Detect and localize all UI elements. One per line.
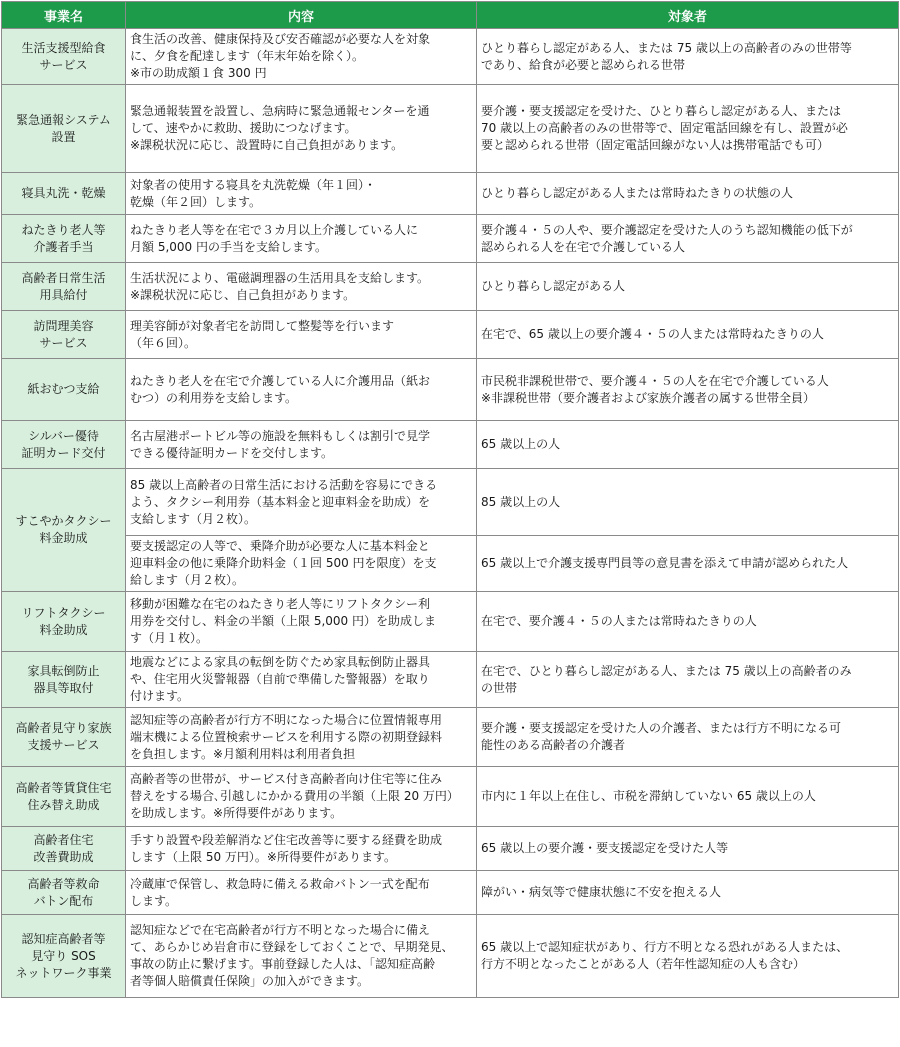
content-line: に、夕食を配達します（年末年始を除く）。 bbox=[130, 49, 365, 63]
target-line: 65 歳以上で認知症状があり、行方不明となる恐れがある人または、 bbox=[481, 940, 849, 954]
content-line: 移動が困難な在宅のねたきり老人等にリフトタクシー利 bbox=[130, 597, 431, 611]
service-name-cell bbox=[2, 29, 126, 85]
target-line: 65 歳以上の要介護・要支援認定を受けた人等 bbox=[481, 841, 729, 855]
content-line: 食生活の改善、健康保持及び安否確認が必要な人を対象 bbox=[130, 32, 431, 46]
table-row bbox=[2, 915, 899, 998]
content-line: を負担します。※月額利用料は利用者負担 bbox=[130, 746, 356, 761]
header-row bbox=[2, 2, 899, 29]
service-name-line: 器具等取付 bbox=[33, 680, 94, 695]
content-cell bbox=[126, 871, 477, 915]
content-line: できる優待証明カードを交付します。 bbox=[130, 445, 334, 460]
service-name-line: 改善費助成 bbox=[33, 849, 94, 864]
table-row bbox=[2, 767, 899, 827]
service-name-cell bbox=[2, 871, 126, 915]
content-line: して、速やかに救助、援助につなげます。 bbox=[130, 121, 357, 135]
content-line: す（月１枚）。 bbox=[130, 631, 209, 645]
service-name-line: ネットワーク事業 bbox=[15, 965, 112, 980]
service-name-line: バトン配布 bbox=[33, 893, 94, 908]
table-row bbox=[2, 708, 899, 767]
service-name-cell bbox=[2, 592, 126, 652]
service-name-cell bbox=[2, 915, 126, 998]
content-line: ※課税状況に応じ、自己負担があります。 bbox=[130, 287, 356, 302]
content-line: むつ）の利用券を支給します。 bbox=[130, 390, 298, 405]
content-line: 付けます。 bbox=[130, 689, 190, 703]
target-cell bbox=[477, 708, 899, 767]
service-name-line: 証明カード交付 bbox=[21, 445, 106, 460]
service-name-line: 緊急通報システム bbox=[16, 112, 111, 127]
header-service-name: 事業名 bbox=[2, 2, 126, 29]
target-line: ※非課税世帯（要介護者および家族介護者の属する世帯全員） bbox=[481, 390, 816, 405]
target-cell bbox=[477, 85, 899, 173]
content-line: 用券を交付し、料金の半額（上限 5,000 円）を助成しま bbox=[130, 614, 436, 628]
table-row bbox=[2, 215, 899, 263]
content-line: て、あらかじめ岩倉市に登録をしておくことで、早期発見、 bbox=[130, 940, 454, 954]
target-cell bbox=[477, 827, 899, 871]
content-cell bbox=[126, 708, 477, 767]
content-cell bbox=[126, 263, 477, 311]
content-line: 対象者の使用する寝具を丸洗乾燥（年１回）・ bbox=[130, 177, 377, 192]
target-cell bbox=[477, 263, 899, 311]
content-cell bbox=[126, 592, 477, 652]
content-line: 月額 5,000 円の手当を支給します。 bbox=[130, 239, 328, 254]
service-name-cell bbox=[2, 215, 126, 263]
content-cell bbox=[126, 767, 477, 827]
content-cell bbox=[126, 652, 477, 708]
service-name-cell bbox=[2, 708, 126, 767]
target-cell bbox=[477, 359, 899, 421]
content-line: ねたきり老人等を在宅で３カ月以上介護している人に bbox=[130, 222, 419, 237]
service-name-line: 料金助成 bbox=[39, 622, 88, 637]
service-name-line: 紙おむつ支給 bbox=[27, 382, 100, 396]
table-row bbox=[2, 536, 899, 592]
table-row bbox=[2, 871, 899, 915]
content-line: 乾燥（年２回）します。 bbox=[130, 194, 262, 209]
content-line: 給します（月２枚）。 bbox=[130, 573, 245, 587]
services-table bbox=[1, 1, 899, 998]
content-cell bbox=[126, 215, 477, 263]
service-name-cell bbox=[2, 173, 126, 215]
content-line: 高齢者等の世帯が、サービス付き高齢者向け住宅等に住み bbox=[130, 772, 443, 786]
target-cell bbox=[477, 536, 899, 592]
target-line: 要介護・要支援認定を受けた、ひとり暮らし認定がある人、または bbox=[481, 104, 842, 118]
table-row bbox=[2, 173, 899, 215]
target-cell bbox=[477, 215, 899, 263]
target-line: ひとり暮らし認定がある人、または 75 歳以上の高齢者のみの世帯等 bbox=[481, 40, 852, 55]
target-line: 85 歳以上の人 bbox=[481, 494, 561, 509]
service-name-cell bbox=[2, 652, 126, 708]
target-cell bbox=[477, 29, 899, 85]
service-name-cell bbox=[2, 827, 126, 871]
service-name-line: 見守り SOS bbox=[31, 948, 96, 963]
content-line: （年６回）。 bbox=[130, 335, 197, 350]
service-name-line: 料金助成 bbox=[39, 531, 88, 545]
target-line: 障がい・病気等で健康状態に不安を抱える人 bbox=[481, 885, 722, 899]
target-line: 市内に１年以上在住し、市税を滞納していない 65 歳以上の人 bbox=[481, 789, 816, 803]
content-cell bbox=[126, 536, 477, 592]
service-name-line: 住み替え助成 bbox=[27, 797, 100, 812]
target-cell bbox=[477, 652, 899, 708]
content-line: 85 歳以上高齢者の日常生活における活動を容易にできる bbox=[130, 477, 438, 492]
target-line: 65 歳以上で介護支援専門員等の意見書を添えて申請が認められた人 bbox=[481, 556, 849, 570]
table-row bbox=[2, 85, 899, 173]
table-row bbox=[2, 311, 899, 359]
service-name-line: 介護者手当 bbox=[33, 239, 94, 254]
target-cell bbox=[477, 311, 899, 359]
content-line: 認知症などで在宅高齢者が行方不明となった場合に備え bbox=[130, 923, 431, 937]
target-line: 要と認められる世帯（固定電話回線がない人は携帯電話でも可） bbox=[481, 138, 830, 152]
table-row bbox=[2, 469, 899, 536]
table-row bbox=[2, 421, 899, 469]
content-cell bbox=[126, 85, 477, 173]
content-cell bbox=[126, 469, 477, 536]
content-line: 冷蔵庫で保管し、救急時に備える救命バトン一式を配布 bbox=[130, 876, 430, 891]
target-line: ひとり暮らし認定がある人または常時ねたきりの状態の人 bbox=[481, 186, 794, 200]
target-cell bbox=[477, 915, 899, 998]
content-line: 支給します（月２枚）。 bbox=[130, 511, 257, 526]
content-cell bbox=[126, 173, 477, 215]
content-line: 迎車料金の他に乗降介助料金（１回 500 円を限度）を支 bbox=[130, 556, 437, 570]
service-name-line: 高齢者等救命 bbox=[27, 876, 100, 891]
service-name-line: 認知症高齢者等 bbox=[21, 931, 106, 946]
service-name-line: シルバー優待 bbox=[28, 428, 99, 443]
content-line: ※市の助成額１食 300 円 bbox=[130, 66, 267, 80]
content-cell bbox=[126, 29, 477, 85]
content-line: 理美容師が対象者宅を訪問して整髪等を行います bbox=[130, 318, 395, 333]
target-line: であり、給食が必要と認められる世帯 bbox=[481, 57, 686, 72]
content-line: ねたきり老人を在宅で介護している人に介護用品（紙お bbox=[130, 373, 431, 388]
content-cell bbox=[126, 359, 477, 421]
content-cell bbox=[126, 311, 477, 359]
target-line: ひとり暮らし認定がある人 bbox=[481, 279, 626, 293]
target-cell bbox=[477, 871, 899, 915]
target-line: 認められる人を在宅で介護している人 bbox=[481, 239, 686, 254]
target-line: 在宅で、65 歳以上の要介護４・５の人または常時ねたきりの人 bbox=[481, 327, 824, 341]
content-line: 地震などによる家具の転倒を防ぐため家具転倒防止器具 bbox=[130, 655, 431, 669]
header-target: 対象者 bbox=[477, 2, 899, 29]
content-line: 緊急通報装置を設置し、急病時に緊急通報センターを通 bbox=[130, 104, 430, 118]
table-body bbox=[2, 29, 899, 998]
target-cell bbox=[477, 767, 899, 827]
table-row bbox=[2, 592, 899, 652]
service-name-cell bbox=[2, 311, 126, 359]
table-row bbox=[2, 359, 899, 421]
target-line: 要介護４・５の人や、要介護認定を受けた人のうち認知機能の低下が bbox=[481, 222, 853, 237]
content-line: 要支援認定の人等で、乗降介助が必要な人に基本料金と bbox=[130, 539, 430, 553]
service-name-line: 寝具丸洗・乾燥 bbox=[21, 186, 106, 200]
target-cell bbox=[477, 421, 899, 469]
service-name-line: 生活支援型給食 bbox=[21, 40, 106, 55]
service-name-line: ねたきり老人等 bbox=[21, 222, 106, 237]
content-cell bbox=[126, 915, 477, 998]
content-line: 認知症等の高齢者が行方不明になった場合に位置情報専用 bbox=[130, 712, 443, 727]
service-name-cell bbox=[2, 469, 126, 592]
target-line: 能性のある高齢者の介護者 bbox=[481, 738, 626, 752]
target-line: 市民税非課税世帯で、要介護４・５の人を在宅で介護している人 bbox=[481, 373, 829, 388]
content-line: 事故の防止に繋げます。事前登録した人は、「認知症高齢 bbox=[130, 957, 436, 971]
content-line: 者等個人賠償責任保険」の加入ができます。 bbox=[130, 974, 370, 988]
target-cell bbox=[477, 173, 899, 215]
service-name-line: 家具転倒防止 bbox=[27, 663, 100, 678]
content-line: ※課税状況に応じ、設置時に自己負担があります。 bbox=[130, 138, 404, 152]
service-name-cell bbox=[2, 85, 126, 173]
service-name-line: 高齢者日常生活 bbox=[21, 270, 106, 285]
service-name-line: 高齢者等賃貸住宅 bbox=[15, 780, 112, 795]
content-line: します（上限 50 万円）。※所得要件があります。 bbox=[130, 849, 396, 864]
target-line: 在宅で、要介護４・５の人または常時ねたきりの人 bbox=[481, 614, 757, 628]
content-line: 替えをする場合､引越しにかかる費用の半額（上限 20 万円） bbox=[130, 789, 459, 803]
content-cell bbox=[126, 421, 477, 469]
table-row bbox=[2, 827, 899, 871]
service-name-cell bbox=[2, 421, 126, 469]
service-name-line: 支援サービス bbox=[27, 738, 100, 752]
content-line: よう、タクシー利用券（基本料金と迎車料金を助成）を bbox=[130, 494, 431, 509]
service-name-line: サービス bbox=[39, 335, 88, 350]
table-row bbox=[2, 29, 899, 85]
target-line: 行方不明となったことがある人（若年性認知症の人も含む） bbox=[481, 957, 806, 971]
target-cell bbox=[477, 469, 899, 536]
table-row bbox=[2, 263, 899, 311]
content-line: 生活状況により、電磁調理器の生活用具を支給します。 bbox=[130, 270, 430, 285]
service-name-cell bbox=[2, 263, 126, 311]
content-line: や、住宅用火災警報器（自前で準備した警報器）を取り bbox=[130, 672, 430, 686]
service-name-line: 訪問理美容 bbox=[33, 318, 94, 333]
service-name-line: 高齢者見守り家族 bbox=[15, 721, 112, 735]
content-line: します。 bbox=[130, 893, 178, 908]
target-line: 要介護・要支援認定を受けた人の介護者、または行方不明になる可 bbox=[481, 721, 842, 735]
service-name-cell bbox=[2, 767, 126, 827]
service-name-line: 用具給付 bbox=[39, 287, 88, 302]
content-line: 端末機による位置検索サービスを利用する際の初期登録料 bbox=[130, 729, 443, 744]
service-name-line: サービス bbox=[39, 57, 88, 72]
target-line: 在宅で、ひとり暮らし認定がある人、または 75 歳以上の高齢者のみ bbox=[481, 663, 852, 678]
target-line: の世帯 bbox=[481, 680, 518, 695]
service-name-line: 高齢者住宅 bbox=[33, 832, 94, 847]
target-line: 70 歳以上の高齢者のみの世帯等で、固定電話回線を有し、設置が必 bbox=[481, 121, 848, 135]
content-line: 名古屋港ポートビル等の施設を無料もしくは割引で見学 bbox=[130, 428, 431, 443]
service-name-line: 設置 bbox=[51, 129, 76, 144]
service-name-line: リフトタクシー bbox=[21, 605, 106, 620]
content-line: 手すり設置や段差解消など住宅改善等に要する経費を助成 bbox=[130, 832, 443, 847]
target-cell bbox=[477, 592, 899, 652]
content-line: を助成します。※所得要件があります。 bbox=[130, 806, 343, 820]
service-name-cell bbox=[2, 359, 126, 421]
header-content: 内容 bbox=[126, 2, 477, 29]
content-cell bbox=[126, 827, 477, 871]
target-line: 65 歳以上の人 bbox=[481, 437, 561, 451]
service-name-line: すこやかタクシー bbox=[15, 514, 112, 528]
table-row bbox=[2, 652, 899, 708]
